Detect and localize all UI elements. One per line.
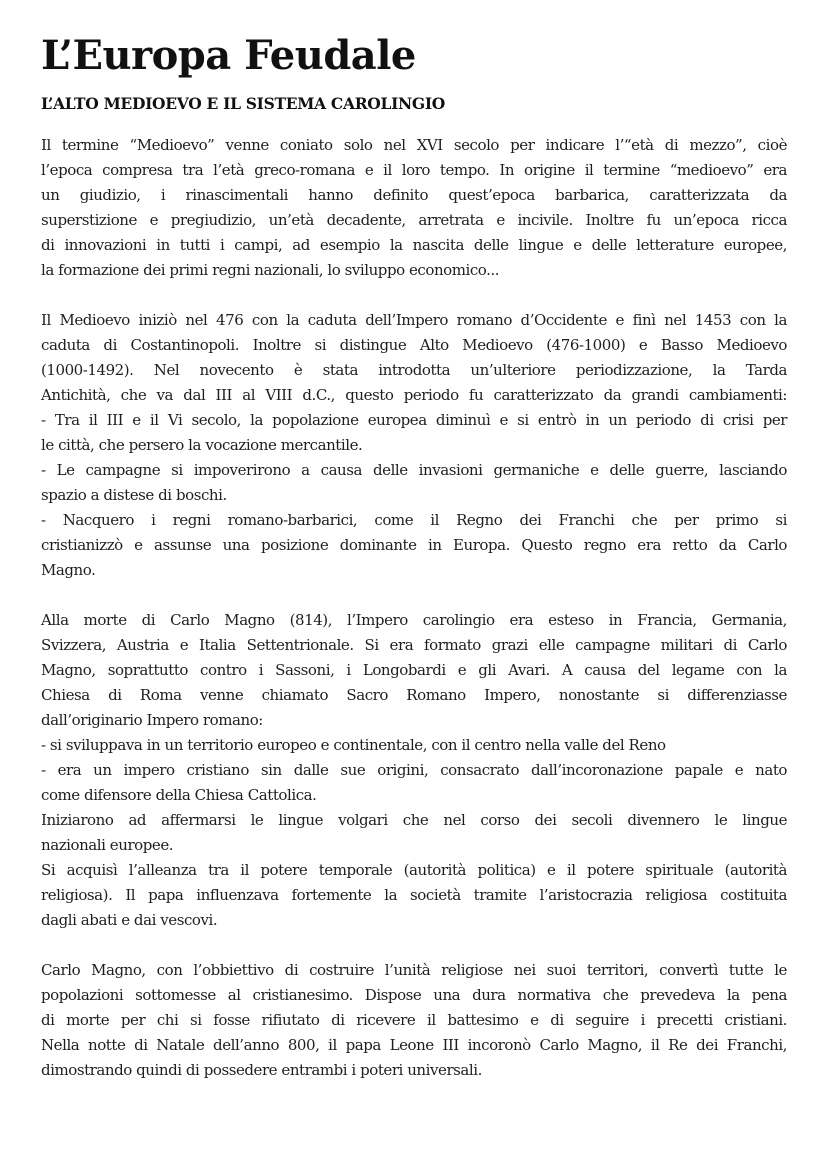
text-line: Chiesa di Roma venne chiamato Sacro Romano Impero, nonostante si differenziasse <box>41 686 787 704</box>
text-line: - si sviluppava in un territorio europeo e continentale, con il centro nella valle del Reno <box>41 736 666 754</box>
text-line: Magno, soprattutto contro i Sassoni, i Longobardi e gli Avari. A causa del legame con la <box>41 661 787 679</box>
text-line: Magno. <box>41 561 96 579</box>
text-line: - Nacquero i regni romano-barbarici, come il Regno dei Franchi che per primo si <box>41 511 787 529</box>
text-line: dagli abati e dai vescovi. <box>41 911 218 929</box>
text-line: caduta di Costantinopoli. Inoltre si distingue Alto Medioevo (476-1000) e Basso Medioevo <box>41 336 787 354</box>
text-line: Antichità, che va dal III al VIII d.C., questo periodo fu caratterizzato da grandi cambiamenti: <box>41 386 787 404</box>
text-line: un giudizio, i rinascimentali hanno definito quest’epoca barbarica, caratterizzata da <box>41 186 787 204</box>
text-line: Carlo Magno, con l’obbiettivo di costruire l’unità religiose nei suoi territori, convertì tutte le <box>41 961 787 979</box>
text-line: dall’originario Impero romano: <box>41 711 263 729</box>
text-line: - Le campagne si impoverirono a causa delle invasioni germaniche e delle guerre, lasciando <box>41 461 787 479</box>
text-line: superstizione e pregiudizio, un’età decadente, arretrata e incivile. Inoltre fu un’epoca ricca <box>41 211 787 229</box>
paragraph-4 <box>41 958 787 1083</box>
text-line: religiosa). Il papa influenzava fortemente la società tramite l’aristocrazia religiosa costituita <box>41 886 787 904</box>
text-line: Nella notte di Natale dell’anno 800, il papa Leone III incoronò Carlo Magno, il Re dei Franchi, <box>41 1036 787 1054</box>
text-line: le città, che persero la vocazione mercantile. <box>41 436 363 454</box>
document-body <box>41 133 787 1083</box>
paragraph-3 <box>41 608 787 933</box>
text-line: Il termine “Medioevo” venne coniato solo nel XVI secolo per indicare l’“età di mezzo”, cioè <box>41 136 787 154</box>
text-line: dimostrando quindi di possedere entrambi i poteri universali. <box>41 1061 482 1079</box>
text-line: la formazione dei primi regni nazionali, lo sviluppo economico... <box>41 261 500 279</box>
text-line: (1000-1492). Nel novecento è stata introdotta un’ulteriore periodizzazione, la Tarda <box>41 361 787 379</box>
text-line: - era un impero cristiano sin dalle sue origini, consacrato dall’incoronazione papale e nato <box>41 761 787 779</box>
page-title: L’Europa Feudale <box>41 32 416 79</box>
text-line: Svizzera, Austria e Italia Settentrionale. Si era formato grazi elle campagne militari di Carlo <box>41 636 787 654</box>
paragraph-1 <box>41 133 787 283</box>
text-line: Il Medioevo iniziò nel 476 con la caduta dell’Impero romano d’Occidente e finì nel 1453 con la <box>41 311 787 329</box>
text-line: come difensore della Chiesa Cattolica. <box>41 786 317 804</box>
text-line: Si acquisì l’alleanza tra il potere temporale (autorità politica) e il potere spirituale (autorità <box>41 861 787 879</box>
text-line: di innovazioni in tutti i campi, ad esempio la nascita delle lingue e delle letterature europee, <box>41 236 787 254</box>
text-line: nazionali europee. <box>41 836 174 854</box>
text-line: Iniziarono ad affermarsi le lingue volgari che nel corso dei secoli divennero le lingue <box>41 811 787 829</box>
section-subtitle: L’ALTO MEDIOEVO E IL SISTEMA CAROLINGIO <box>41 94 445 113</box>
text-line: popolazioni sottomesse al cristianesimo. Dispose una dura normativa che prevedeva la pena <box>41 986 787 1004</box>
paragraph-2 <box>41 308 787 583</box>
text-line: Alla morte di Carlo Magno (814), l’Impero carolingio era esteso in Francia, Germania, <box>41 611 787 629</box>
text-line: l’epoca compresa tra l’età greco-romana e il loro tempo. In origine il termine “medioevo” era <box>41 161 787 179</box>
text-line: di morte per chi si fosse rifiutato di ricevere il battesimo e di seguire i precetti cristiani. <box>41 1011 787 1029</box>
text-line: cristianizzò e assunse una posizione dominante in Europa. Questo regno era retto da Carlo <box>41 536 787 554</box>
text-line: spazio a distese di boschi. <box>41 486 227 504</box>
document-page <box>41 30 787 1108</box>
text-line: - Tra il III e il Vi secolo, la popolazione europea diminuì e si entrò in un periodo di crisi per <box>41 411 787 429</box>
